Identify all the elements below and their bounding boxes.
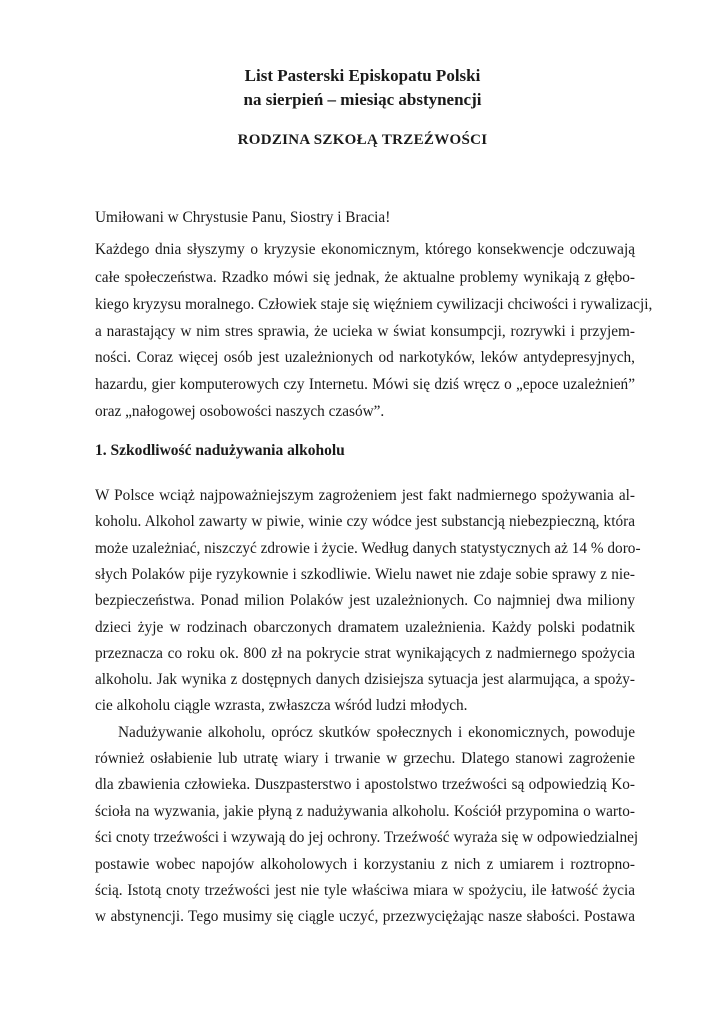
intro-line: a narastający w nim stres sprawia, że ucieka w świat konsumpcji, rozrywki i przyjem- [95, 323, 635, 340]
paragraph-line: przeznacza co roku ok. 800 zł na pokrycie strat wynikających z nadmiernego spożycia [95, 645, 635, 662]
paragraph-line: również osłabienie lub utratę wiary i trwanie w grzechu. Dlatego stanowi zagrożenie [95, 750, 635, 767]
intro-line: kiego kryzysu moralnego. Człowiek staje się więźniem cywilizacji chciwości i rywalizacji, [95, 296, 653, 313]
paragraph-line: bezpieczeństwa. Ponad milion Polaków jest uzależnionych. Co najmniej dwa miliony [95, 592, 635, 609]
intro-line: Każdego dnia słyszymy o kryzysie ekonomicznym, którego konsekwencje odczuwają [95, 241, 635, 258]
paragraph-line: ści cnoty trzeźwości i wzywają do jej ochrony. Trzeźwość wyraża się w odpowiedzialnej [95, 829, 639, 846]
salutation: Umiłowani w Chrystusie Panu, Siostry i Bracia! [95, 209, 391, 226]
document-title-line-2: na sierpień – miesiąc abstynencji [243, 90, 482, 109]
document-title-line-1: List Pasterski Episkopatu Polski [244, 66, 481, 85]
document-subtitle: RODZINA SZKOŁĄ TRZEŹWOŚCI [237, 132, 488, 148]
paragraph-line: dzieci żyje w rodzinach obarczonych dramatem uzależnienia. Każdy polski podatnik [95, 619, 635, 636]
paragraph-line: koholu. Alkohol zawarty w piwie, winie czy wódce jest substancją niebezpieczną, która [95, 513, 635, 530]
paragraph-line: W Polsce wciąż najpoważniejszym zagrożeniem jest fakt nadmiernego spożywania al- [95, 487, 635, 504]
intro-line: całe społeczeństwa. Rzadko mówi się jednak, że aktualne problemy wynikają z głębo- [95, 269, 635, 286]
intro-line: ności. Coraz więcej osób jest uzależnionych od narkotyków, leków antydepresyjnych, [95, 349, 635, 366]
section-heading: 1. Szkodliwość nadużywania alkoholu [95, 442, 345, 459]
paragraph-line: ścią. Istotą cnoty trzeźwości jest nie tyle właściwa miara w spożyciu, ile łatwość życia [95, 882, 635, 899]
paragraph-line: może uzależniać, niszczyć zdrowie i życie. Według danych statystycznych aż 14 % doro- [95, 540, 641, 557]
paragraph-line: dla zbawienia człowieka. Duszpasterstwo i apostolstwo trzeźwości są odpowiedzią Ko- [95, 776, 635, 793]
intro-line: hazardu, gier komputerowych czy Internetu. Mówi się dziś wręcz o „epoce uzależnień” [95, 376, 635, 393]
paragraph-line: słych Polaków pije ryzykownie i szkodliwie. Wielu nawet nie zdaje sobie sprawy z nie- [95, 566, 635, 583]
paragraph-line: cie alkoholu ciągle wzrasta, zwłaszcza wśród ludzi młodych. [95, 697, 468, 714]
paragraph-line: w abstynencji. Tego musimy się ciągle uczyć, przezwyciężając nasze słabości. Postawa [95, 908, 635, 925]
intro-line: oraz „nałogowej osobowości naszych czasów”. [95, 403, 385, 420]
paragraph-line: ścioła na wyzwania, jakie płyną z nadużywania alkoholu. Kościół przypomina o warto- [95, 803, 635, 820]
paragraph-line: postawie wobec napojów alkoholowych i korzystaniu z nich z umiarem i roztropno- [95, 856, 635, 873]
paragraph-line: Nadużywanie alkoholu, oprócz skutków społecznych i ekonomicznych, powoduje [118, 724, 635, 741]
paragraph-line: alkoholu. Jak wynika z dostępnych danych dzisiejsza sytuacja jest alarmująca, a spoży- [95, 671, 635, 688]
